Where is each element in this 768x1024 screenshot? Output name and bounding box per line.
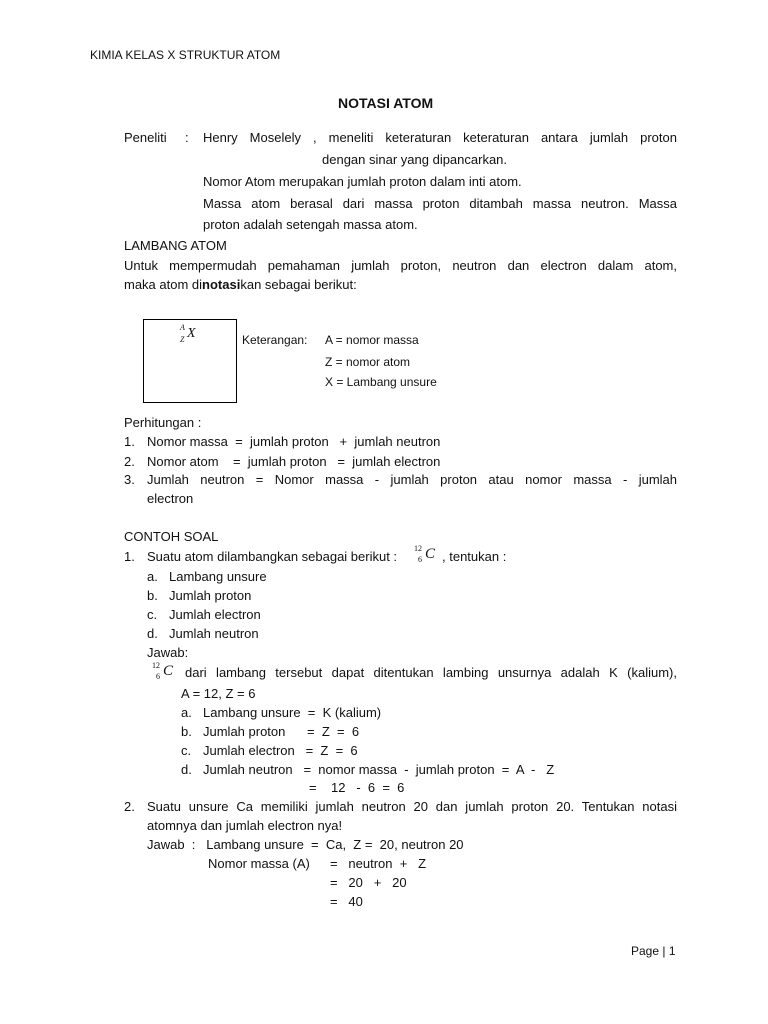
nomor-atom-text: Nomor Atom merupakan jumlah proton dalam inti atom.	[203, 174, 522, 189]
page-title: NOTASI ATOM	[338, 95, 434, 111]
page-label: Page	[631, 944, 660, 958]
keterangan-label: Keterangan:	[242, 333, 308, 347]
iso-atomic: 6	[156, 672, 160, 681]
lambang-heading: LAMBANG ATOM	[124, 238, 227, 253]
q1-answer-letter: a.	[181, 705, 192, 720]
keterangan-item: Z = nomor atom	[325, 355, 411, 369]
q1-option: Jumlah proton	[169, 588, 252, 603]
iso-atomic: 6	[418, 555, 422, 564]
perhitungan-num: 1.	[124, 434, 135, 449]
q1-answer-isotope	[152, 661, 178, 683]
perhitungan-num: 3.	[124, 472, 135, 487]
perhitungan-item: Nomor massa = jumlah proton + jumlah neutron	[147, 434, 441, 449]
q1-option: Jumlah neutron	[169, 626, 259, 641]
q1-option: Jumlah electron	[169, 607, 261, 622]
keterangan-item: X = Lambang unsure	[325, 375, 437, 389]
page-footer	[631, 944, 676, 958]
iso-symbol: C	[163, 663, 174, 679]
symbol-atomic-Z: Z	[180, 335, 185, 344]
intro-bold: notasi	[202, 277, 241, 292]
massa-atom-line1: Massa atom berasal dari massa proton ditambah massa neutron. Massa	[203, 196, 677, 211]
peneliti-line2: dengan sinar yang dipancarkan.	[322, 152, 508, 167]
q2-nm-line: = 20 + 20	[330, 875, 407, 890]
keterangan-item: A = nomor massa	[325, 333, 419, 347]
q1-answer: Jumlah neutron = nomor massa - jumlah proton = A - Z	[203, 762, 555, 777]
contoh-heading: CONTOH SOAL	[124, 529, 219, 544]
iso-mass: 12	[414, 544, 422, 553]
q1-answer-line2: A = 12, Z = 6	[181, 686, 256, 701]
symbol-element-X: X	[187, 326, 196, 341]
peneliti-colon: :	[185, 130, 189, 145]
q1-answer: Lambang unsure = K (kalium)	[203, 705, 382, 720]
q1-answer: Jumlah proton = Z = 6	[203, 724, 360, 739]
document-header: KIMIA KELAS X STRUKTUR ATOM	[90, 48, 281, 62]
atom-symbol-box	[143, 319, 237, 403]
q1-post: , tentukan :	[442, 549, 507, 564]
q1-question	[147, 549, 397, 565]
q1-isotope	[413, 544, 439, 566]
q1-pre: Suatu atom dilambangkan sebagai berikut :	[147, 549, 398, 564]
massa-atom-line2: proton adalah setengah massa atom.	[203, 217, 418, 232]
peneliti-line1: Henry Moselely , meneliti keteraturan keteraturan antara jumlah proton	[203, 130, 677, 145]
q1-option-letter: b.	[147, 588, 158, 603]
q1-option-letter: c.	[147, 607, 158, 622]
q2-num: 2.	[124, 799, 135, 814]
lambang-intro-line1: Untuk mempermudah pemahaman jumlah proton, neutron dan electron dalam atom,	[124, 258, 677, 273]
iso-symbol: C	[425, 546, 436, 562]
page-number: 1	[668, 944, 676, 958]
q1-calc: = 12 - 6 = 6	[309, 780, 405, 795]
q1-answer: Jumlah electron = Z = 6	[203, 743, 358, 758]
q1-num: 1.	[124, 549, 135, 564]
perhitungan-item: Nomor atom = jumlah proton = jumlah electron	[147, 454, 441, 469]
intro-pre: maka atom di	[124, 277, 203, 292]
lambang-intro-line2	[124, 277, 357, 293]
q1-answer-letter: d.	[181, 762, 192, 777]
page-separator: |	[662, 944, 666, 958]
iso-mass: 12	[152, 661, 160, 670]
peneliti-label: Peneliti	[124, 130, 167, 145]
q2-line1: Suatu unsure Ca memiliki jumlah neutron 20 dan jumlah proton 20. Tentukan notasi	[147, 799, 677, 814]
q2-line2: atomnya dan jumlah electron nya!	[147, 818, 343, 833]
q1-answer-line1: dari lambang tersebut dapat ditentukan lambing unsurnya adalah K (kalium),	[185, 665, 677, 680]
symbol-mass-A: A	[180, 323, 185, 332]
q2-nm-line: = 40	[330, 894, 363, 909]
intro-post: kan sebagai berikut:	[240, 277, 357, 292]
q1-option-letter: a.	[147, 569, 158, 584]
q2-nm-line: = neutron + Z	[330, 856, 427, 871]
perhitungan-num: 2.	[124, 454, 135, 469]
q2-nomor-massa-label: Nomor massa (A)	[208, 856, 310, 871]
q1-answer-letter: b.	[181, 724, 192, 739]
q1-option: Lambang unsure	[169, 569, 267, 584]
q1-answer-letter: c.	[181, 743, 192, 758]
q1-option-letter: d.	[147, 626, 158, 641]
perhitungan-heading: Perhitungan :	[124, 415, 202, 430]
q1-jawab: Jawab:	[147, 645, 189, 660]
perhitungan-item-cont: electron	[147, 491, 194, 506]
perhitungan-item: Jumlah neutron = Nomor massa - jumlah proton atau nomor massa - jumlah	[147, 472, 677, 487]
q2-jawab: Jawab : Lambang unsure = Ca, Z = 20, neutron 20	[147, 837, 464, 852]
